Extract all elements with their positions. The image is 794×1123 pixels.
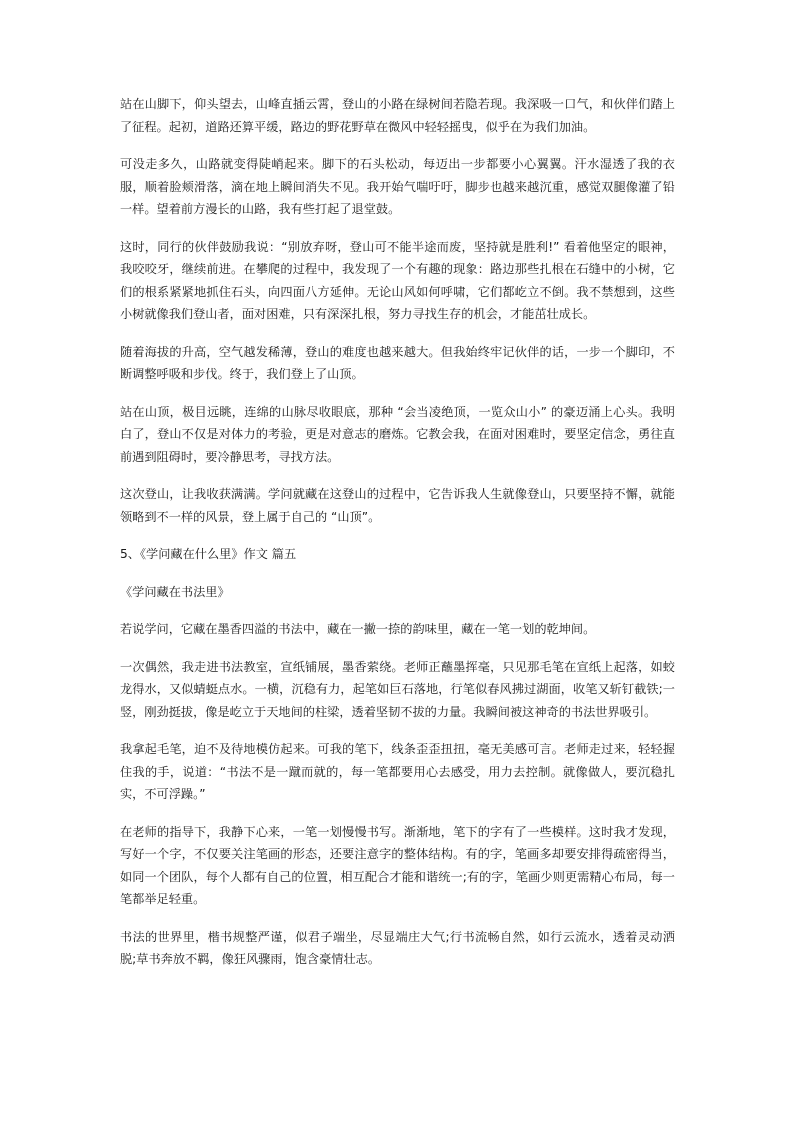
document-page	[120, 93, 675, 986]
paragraph: 这次登山，让我收获满满。学问就藏在这登山的过程中，它告诉我人生就像登山，只要坚持不懈，就能领略到不一样的风景，登上属于自己的 “山顶”。	[120, 487, 675, 524]
paragraph: 书法的世界里，楷书规整严谨，似君子端坐，尽显端庄大气;行书流畅自然，如行云流水，透着灵动洒脱;草书奔放不羁，像狂风骤雨，饱含豪情壮志。	[120, 929, 675, 966]
paragraph: 在老师的指导下，我静下心来，一笔一划慢慢书写。渐渐地，笔下的字有了一些模样。这时我才发现，写好一个字，不仅要关注笔画的形态，还要注意字的整体结构。有的字，笔画多却要安排得疏密得当，如同一个团队，每个人都有自己的位置，相互配合才能和谐统一;有的字，笔画少则更需精心布局，每一笔都举足轻重。	[120, 824, 675, 906]
section-heading: 5、《学问藏在什么里》作文 篇五	[120, 547, 297, 561]
paragraph: 若说学问，它藏在墨香四溢的书法中，藏在一撇一捺的韵味里，藏在一笔一划的乾坤间。	[120, 622, 596, 636]
paragraph: 随着海拔的升高，空气越发稀薄，登山的难度也越来越大。但我始终牢记伙伴的话，一步一个脚印，不断调整呼吸和步伐。终于，我们登上了山顶。	[120, 344, 675, 381]
paragraph: 一次偶然，我走进书法教室，宣纸铺展，墨香萦绕。老师正蘸墨挥毫，只见那毛笔在宣纸上起落，如蛟龙得水，又似蜻蜓点水。一横，沉稳有力，起笔如巨石落地，行笔似春风拂过湖面，收笔又斩钉截铁;一竖，刚劲挺拔，像是屹立于天地间的柱梁，透着坚韧不拔的力量。我瞬间被这神奇的书法世界吸引。	[120, 659, 675, 719]
essay-title: 《学问藏在书法里》	[120, 584, 230, 599]
paragraph: 站在山顶，极目远眺，连绵的山脉尽收眼底，那种 “会当凌绝顶，一览众山小” 的豪迈涌上心头。我明白了，登山不仅是对体力的考验，更是对意志的磨炼。它教会我，在面对困难时，要坚定信念，勇往直前遇到阻碍时，要冷静思考，寻找方法。	[120, 404, 675, 464]
paragraph: 可没走多久，山路就变得陡峭起来。脚下的石头松动，每迈出一步都要小心翼翼。汗水湿透了我的衣服，顺着脸颊滑落，滴在地上瞬间消失不见。我开始气喘吁吁，脚步也越来越沉重，感觉双腿像灌了铅一样。望着前方漫长的山路，我有些打起了退堂鼓。	[120, 157, 675, 216]
paragraph: 站在山脚下，仰头望去，山峰直插云霄，登山的小路在绿树间若隐若现。我深吸一口气，和伙伴们踏上了征程。起初，道路还算平缓，路边的野花野草在微风中轻轻摇曳，似乎在为我们加油。	[120, 97, 675, 134]
paragraph: 我拿起毛笔，迫不及待地模仿起来。可我的笔下，线条歪歪扭扭，毫无美感可言。老师走过来，轻轻握住我的手，说道：“书法不是一蹴而就的，每一笔都要用心去感受，用力去控制。就像做人，要沉稳扎实，不可浮躁。”	[120, 742, 675, 801]
paragraph: 这时，同行的伙伴鼓励我说：“别放弃呀，登山可不能半途而废，坚持就是胜利!” 看着他坚定的眼神，我咬咬牙，继续前进。在攀爬的过程中，我发现了一个有趣的现象：路边那些扎根在石缝中的小树，它们的根系紧紧地抓住石头，向四面八方延伸。无论山风如何呼啸，它们都屹立不倒。我不禁想到，这些小树就像我们登山者，面对困难，只有深深扎根，努力寻找生存的机会，才能茁壮成长。	[120, 239, 675, 321]
